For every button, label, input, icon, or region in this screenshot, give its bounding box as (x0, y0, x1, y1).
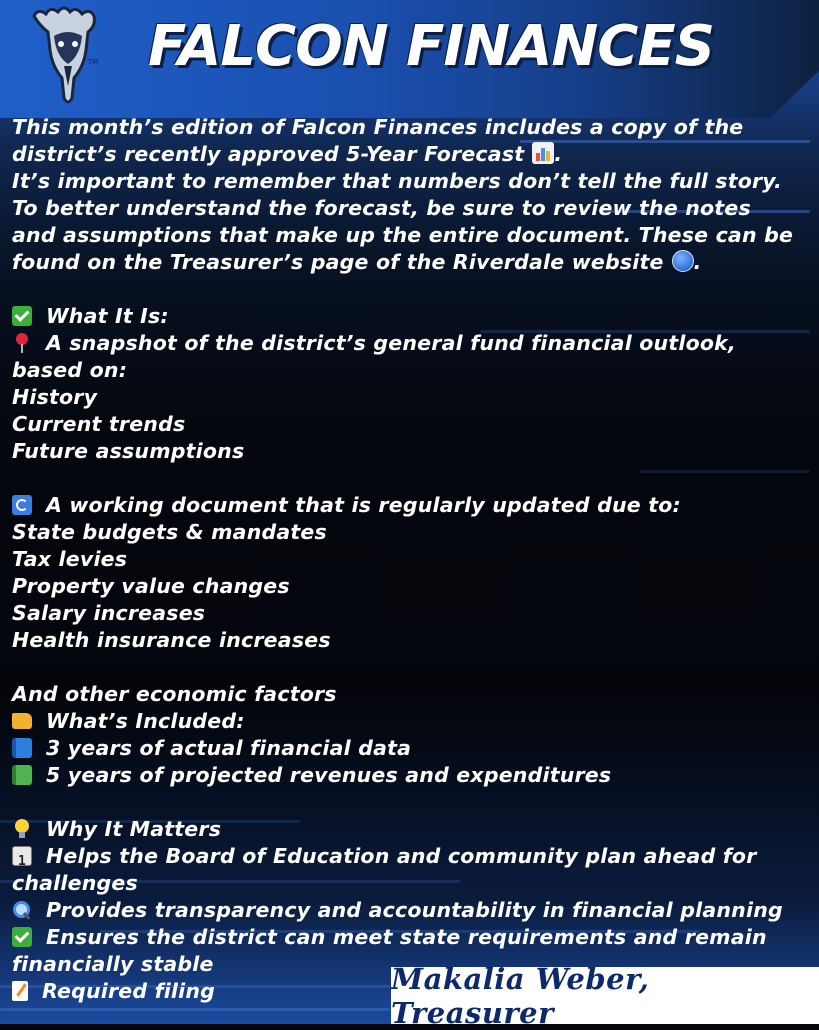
intro-line-6-end: . (693, 250, 702, 274)
page-title: FALCON FINANCES (148, 14, 714, 79)
why-item-text: Required filing (42, 979, 216, 1003)
green-book-icon (12, 765, 32, 785)
trademark-mark: TM (88, 58, 99, 66)
intro-line-4: To better understand the forecast, be sure to review the notes (12, 196, 751, 220)
what-it-is-item-text: A snapshot of the district’s general fund financial outlook, (46, 331, 736, 355)
newsletter-body (12, 114, 812, 1005)
why-item-text: Ensures the district can meet state requirements and remain (46, 925, 767, 949)
globe-icon (672, 250, 694, 272)
signature-panel (391, 961, 819, 1030)
reason-item: Tax levies (12, 547, 128, 571)
check-mark-icon (12, 927, 32, 947)
memo-icon (12, 981, 28, 1001)
why-item-continued: challenges (12, 871, 138, 895)
what-it-is-item (12, 330, 812, 357)
other-factors: And other economic factors (12, 682, 337, 706)
why-it-matters-heading (12, 816, 812, 843)
working-document-heading (12, 492, 812, 519)
reason-item: Health insurance increases (12, 628, 331, 652)
working-document-heading-text: A working document that is regularly updated due to: (46, 493, 681, 517)
why-item-text: Provides transparency and accountability in financial planning (46, 898, 783, 922)
intro-line-3: It’s important to remember that numbers don’t tell the full story. (12, 169, 782, 193)
pushpin-icon (12, 333, 32, 353)
treasurer-signature: Makalia Weber, Treasurer (391, 961, 650, 1030)
reason-item: Salary increases (12, 601, 206, 625)
why-item-text: Helps the Board of Education and community plan ahead for (46, 844, 757, 868)
falcon-logo-icon (24, 6, 112, 110)
why-item (12, 843, 812, 870)
basis-item: Future assumptions (12, 439, 245, 463)
included-item-text: 3 years of actual financial data (46, 736, 412, 760)
intro-line-6 (12, 249, 812, 276)
intro-line-5: and assumptions that make up the entire document. These can be (12, 223, 794, 247)
basis-item: Current trends (12, 412, 186, 436)
included-item (12, 762, 812, 789)
blue-book-icon (12, 738, 32, 758)
magnifier-icon (12, 900, 32, 920)
why-item (12, 897, 812, 924)
light-bulb-icon (12, 819, 32, 839)
intro-line-2-end: . (554, 142, 563, 166)
why-it-matters-heading-text: Why It Matters (46, 817, 222, 841)
what-it-is-item-continued: based on: (12, 358, 128, 382)
what-it-is-heading (12, 303, 812, 330)
why-item (12, 924, 812, 951)
refresh-icon (12, 495, 32, 515)
included-item (12, 735, 812, 762)
check-mark-icon (12, 306, 32, 326)
why-item-continued: financially stable (12, 952, 214, 976)
intro-line-1: This month’s edition of Falcon Finances includes a copy of the (12, 115, 744, 139)
folder-icon (12, 713, 32, 729)
intro-line-2 (12, 141, 812, 168)
reason-item: Property value changes (12, 574, 290, 598)
intro-line-2-text: district’s recently approved 5-Year Forecast (12, 142, 525, 166)
reason-item: State budgets & mandates (12, 520, 327, 544)
what-it-is-heading-text: What It Is: (46, 304, 169, 328)
basis-item: History (12, 385, 98, 409)
intro-line-6-text: found on the Treasurer’s page of the Riverdale website (12, 250, 664, 274)
whats-included-heading (12, 708, 812, 735)
calendar-icon (12, 846, 32, 866)
included-item-text: 5 years of projected revenues and expenditures (46, 763, 612, 787)
whats-included-heading-text: What’s Included: (46, 709, 245, 733)
bar-chart-icon (532, 142, 554, 164)
